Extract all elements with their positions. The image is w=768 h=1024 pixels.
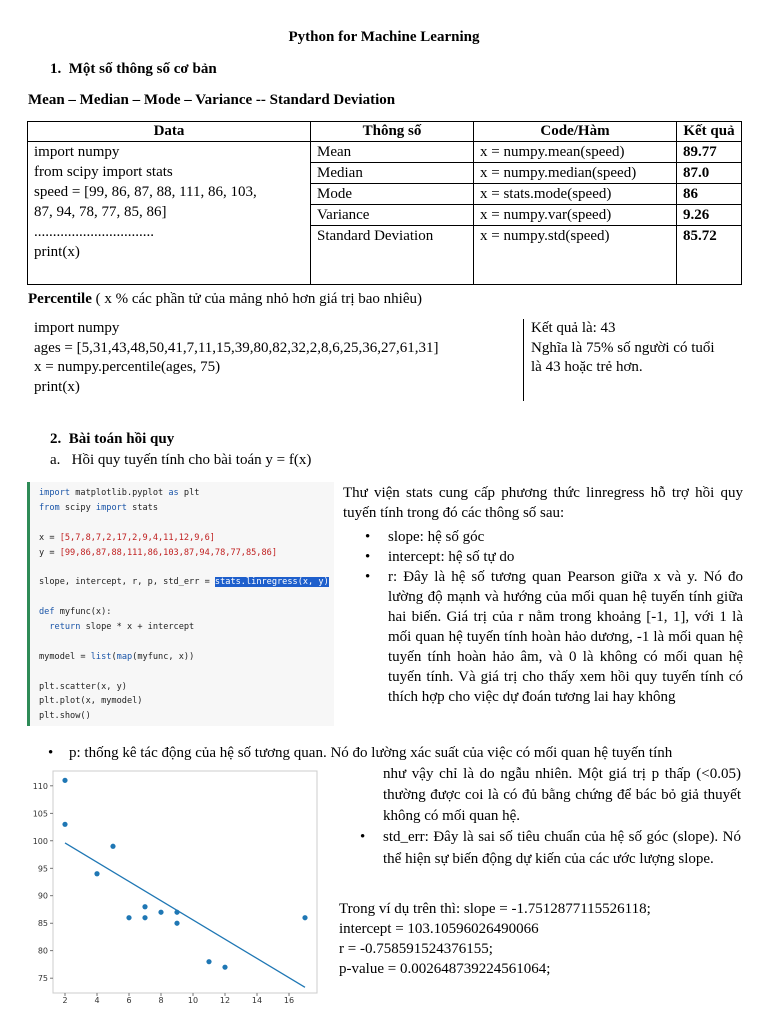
scatter-point bbox=[302, 915, 307, 920]
result-cell: 87.0 bbox=[677, 163, 742, 184]
code-blank bbox=[39, 635, 334, 650]
bullet-text: std_err: Đây là sai số tiêu chuẩn của hệ số góc (slope). Nó thể hiện sự biến động dự kiến của các ước lượng slope. bbox=[383, 829, 741, 867]
y-tick-label: 105 bbox=[32, 809, 48, 819]
code-blank bbox=[39, 665, 334, 680]
code-line bbox=[39, 575, 334, 590]
code-line bbox=[39, 605, 334, 620]
y-tick-label: 75 bbox=[37, 974, 48, 984]
stats-table bbox=[27, 121, 742, 285]
section1-heading: 1. Một số thông số cơ bản bbox=[50, 61, 217, 77]
code-line bbox=[39, 531, 334, 546]
list-item bbox=[343, 527, 743, 547]
x-tick-label: 4 bbox=[94, 996, 100, 1003]
data-line: speed = [99, 86, 87, 88, 111, 86, 103, bbox=[34, 184, 257, 200]
code-cell: x = numpy.median(speed) bbox=[474, 163, 677, 184]
code-blank bbox=[39, 590, 334, 605]
code-line: import numpy bbox=[34, 320, 120, 336]
linregress-description: Thư viện stats cung cấp phương thức linregress hỗ trợ hồi quy tuyến tính trong đó các thông số sau: bbox=[343, 485, 743, 521]
scatter-point bbox=[62, 778, 67, 783]
result-line: Nghĩa là 75% số người có tuổi bbox=[531, 339, 715, 356]
bullet-text-continued: như vậy chỉ là do ngẫu nhiên. Một giá trị p thấp (<0.05) thường được coi là có đủ bằng chứng để bác bỏ giả thuyết không có mối quan hệ. bbox=[383, 766, 741, 824]
code-token: matplotlib.pyplot bbox=[70, 488, 169, 498]
code-screenshot bbox=[27, 482, 334, 726]
percentile-code bbox=[28, 319, 524, 401]
x-tick-label: 14 bbox=[251, 996, 263, 1003]
code-highlight: stats.linregress(x, y) bbox=[214, 577, 329, 588]
code-line bbox=[39, 620, 334, 635]
result-cell: 85.72 bbox=[677, 226, 742, 285]
code-token: map bbox=[116, 651, 133, 662]
regression-line bbox=[65, 843, 305, 987]
section2-sub-a: a. Hồi quy tuyến tính cho bài toán y = f(x) bbox=[50, 452, 312, 468]
page-title: Python for Machine Learning bbox=[288, 29, 480, 45]
percentile-desc: ( x % các phần tử của mảng nhỏ hơn giá trị bao nhiêu) bbox=[91, 291, 422, 307]
bullet-text: intercept: hệ số tự do bbox=[388, 549, 515, 565]
plot-frame bbox=[53, 771, 317, 993]
code-token: list bbox=[90, 651, 112, 662]
code-line: print(x) bbox=[34, 378, 80, 395]
bullet-dot: • bbox=[365, 549, 371, 565]
result-line: Kết quả là: 43 bbox=[531, 320, 616, 336]
table-row bbox=[28, 142, 742, 163]
code-token: [99,86,87,88,111,86,103,87,94,78,77,85,86] bbox=[59, 547, 278, 558]
example-line: intercept = 103.10596026490066 bbox=[339, 921, 539, 937]
list-item bbox=[343, 567, 743, 707]
list-item bbox=[48, 743, 748, 763]
plot-marks bbox=[62, 778, 307, 988]
code-cell: x = numpy.var(speed) bbox=[474, 205, 677, 226]
code-token: from bbox=[39, 502, 60, 513]
x-tick-label: 2 bbox=[62, 996, 68, 1003]
result-cell: 9.26 bbox=[677, 205, 742, 226]
code-line: x = numpy.percentile(ages, 75) bbox=[34, 359, 221, 375]
code-line bbox=[39, 650, 334, 665]
code-token: mymodel = bbox=[39, 651, 91, 662]
scatter-plot bbox=[20, 767, 320, 1003]
code-token: ( bbox=[111, 651, 117, 662]
scatter-point bbox=[126, 915, 131, 920]
code-token: stats bbox=[126, 502, 159, 513]
code-cell: x = stats.mode(speed) bbox=[474, 184, 677, 205]
example-line: r = -0.758591524376155; bbox=[339, 941, 493, 957]
param-list bbox=[343, 527, 743, 707]
y-tick-label: 80 bbox=[37, 946, 48, 956]
code-line: plt.plot(x, mymodel) bbox=[39, 696, 143, 707]
scatter-point bbox=[158, 910, 163, 915]
bullet-text: p: thống kê tác động của hệ số tương quan. Nó đo lường xác suất của việc có mối quan hệ tuyến tính bbox=[69, 745, 673, 761]
header-code: Code/Hàm bbox=[474, 122, 677, 142]
percentile-heading bbox=[28, 291, 422, 308]
scatter-point bbox=[110, 844, 115, 849]
bullet-dot: • bbox=[365, 569, 371, 585]
list-item bbox=[360, 826, 741, 870]
x-tick-label: 12 bbox=[219, 996, 231, 1003]
data-line: print(x) bbox=[34, 244, 80, 260]
scatter-point bbox=[222, 965, 227, 970]
code-cell: x = numpy.std(speed) bbox=[474, 226, 677, 285]
code-token: y = bbox=[39, 547, 60, 558]
scatter-point bbox=[174, 921, 179, 926]
result-cell: 89.77 bbox=[677, 142, 742, 163]
param-cell: Median bbox=[311, 163, 474, 184]
scatter-point bbox=[94, 871, 99, 876]
y-tick-label: 100 bbox=[32, 836, 48, 846]
code-token: def bbox=[39, 607, 55, 618]
code-line bbox=[39, 546, 334, 561]
code-blank bbox=[39, 516, 334, 531]
header-param: Thông số bbox=[311, 122, 474, 142]
section2-heading: 2. Bài toán hồi quy bbox=[50, 431, 175, 447]
y-tick-label: 95 bbox=[37, 864, 48, 874]
code-line bbox=[39, 486, 334, 501]
code-cell: x = numpy.mean(speed) bbox=[474, 142, 677, 163]
data-line: from scipy import stats bbox=[34, 164, 173, 180]
bullet-text: slope: hệ số góc bbox=[388, 529, 485, 545]
code-line: plt.scatter(x, y) bbox=[39, 681, 127, 692]
code-token: [5,7,8,7,2,17,2,9,4,11,12,9,6] bbox=[59, 532, 215, 543]
scatter-point bbox=[206, 959, 211, 964]
code-token: slope * x + intercept bbox=[80, 622, 195, 633]
y-tick-label: 110 bbox=[32, 781, 48, 791]
header-result: Kết quả bbox=[677, 122, 742, 142]
code-token: as bbox=[168, 488, 179, 498]
code-token: scipy bbox=[59, 502, 96, 513]
param-cell: Standard Deviation bbox=[311, 226, 474, 285]
result-cell: 86 bbox=[677, 184, 742, 205]
code-token: import bbox=[39, 488, 71, 498]
scatter-point bbox=[62, 822, 67, 827]
x-tick-label: 6 bbox=[126, 996, 132, 1003]
code-token: slope, intercept, r, p, std_err = bbox=[39, 577, 215, 588]
example-line: Trong ví dụ trên thì: slope = -1.7512877115526118; bbox=[339, 901, 651, 917]
list-item bbox=[343, 547, 743, 567]
result-line: là 43 hoặc trẻ hơn. bbox=[531, 359, 643, 375]
code-token: x = bbox=[39, 532, 60, 543]
param-cell: Mean bbox=[311, 142, 474, 163]
data-line: import numpy bbox=[34, 144, 120, 160]
code-blank bbox=[39, 560, 334, 575]
bullet-dot: • bbox=[365, 529, 371, 545]
code-token: myfunc(x): bbox=[54, 607, 112, 618]
bullet-dot: • bbox=[48, 745, 54, 761]
data-line: ................................ bbox=[34, 224, 154, 240]
code-line: ages = [5,31,43,48,50,41,7,11,15,39,80,82,32,2,8,6,25,36,27,61,31] bbox=[34, 339, 439, 356]
x-tick-label: 16 bbox=[283, 996, 295, 1003]
regression-example bbox=[339, 899, 749, 979]
example-line: p-value = 0.002648739224561064; bbox=[339, 961, 551, 977]
section1-subheading: Mean – Median – Mode – Variance -- Standard Deviation bbox=[28, 92, 396, 108]
percentile-label: Percentile bbox=[28, 291, 92, 307]
param-cell: Variance bbox=[311, 205, 474, 226]
bullet-dot: • bbox=[360, 829, 366, 845]
header-data: Data bbox=[28, 122, 311, 142]
code-token: return bbox=[39, 622, 81, 633]
percentile-result bbox=[531, 319, 746, 378]
data-cell bbox=[28, 142, 311, 285]
scatter-point bbox=[174, 910, 179, 915]
scatter-point bbox=[142, 915, 147, 920]
data-line: 87, 94, 78, 77, 85, 86] bbox=[34, 204, 167, 220]
table-header-row bbox=[28, 122, 742, 142]
bullet-text: r: Đây là hệ số tương quan Pearson giữa x và y. Nó đo lường độ mạnh và hướng của mối quan hệ tuyến tính giữa hai biến. Giá trị của r nằm trong khoảng [-1, 1], với 1 là mối quan hệ tuyến tính hoàn hảo dương, -1 là mối quan hệ tuyến tính hoàn hảo âm, và 0 là không có mối quan hệ tuyến tính. Và giá trị cho thấy xem hồi quy tuyến tính có thích hợp cho việc dự đoán tương lai hay không bbox=[388, 569, 743, 705]
y-tick-label: 90 bbox=[37, 891, 48, 901]
code-line bbox=[39, 501, 334, 516]
y-tick-label: 85 bbox=[37, 919, 48, 929]
code-line: plt.show() bbox=[39, 711, 91, 722]
code-token: plt bbox=[178, 488, 200, 498]
code-token: (myfunc, x)) bbox=[132, 651, 195, 662]
param-cell: Mode bbox=[311, 184, 474, 205]
scatter-point bbox=[142, 904, 147, 909]
x-tick-label: 10 bbox=[187, 996, 199, 1003]
x-tick-label: 8 bbox=[158, 996, 164, 1003]
code-token: import bbox=[95, 502, 127, 513]
